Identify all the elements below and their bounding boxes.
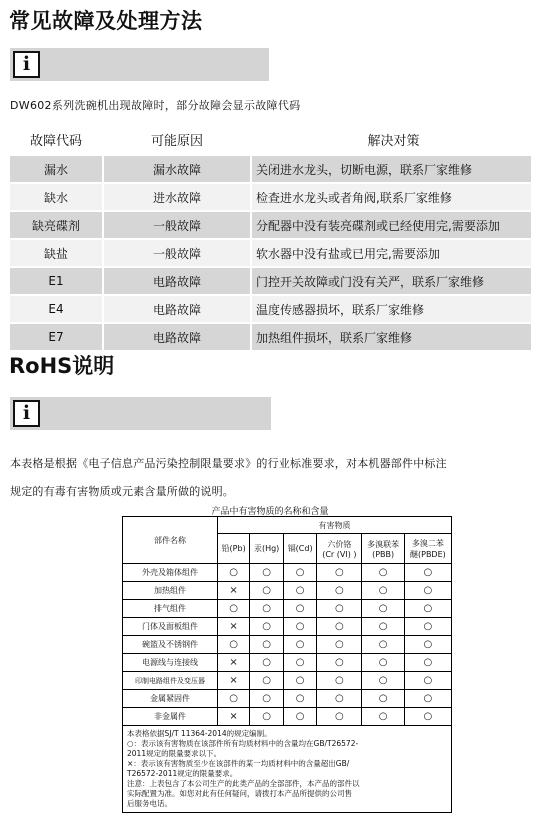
part-name: 金属紧固件	[123, 690, 218, 708]
table-row	[123, 672, 452, 690]
substance-mark: ○	[404, 564, 451, 582]
substance-mark: ○	[250, 582, 284, 600]
note-line: ×：表示该有害物质至少在该部件的某一均质材料中的含量超出GB/	[127, 759, 350, 768]
fault-solution: 加热组件损坏，联系厂家维修	[251, 323, 531, 350]
note-line: 2011规定的限量要求以下。	[127, 749, 222, 758]
fault-code: 缺水	[10, 183, 103, 211]
table-row	[123, 654, 452, 672]
substance-mark: ○	[362, 582, 404, 600]
part-name: 碗篮及不锈钢件	[123, 636, 218, 654]
substance-mark: ○	[317, 636, 362, 654]
substance-mark: ×	[218, 582, 250, 600]
substance-header: 铅(Pb)	[218, 534, 250, 564]
substance-mark: ○	[218, 600, 250, 618]
substance-mark: ○	[284, 672, 317, 690]
table-row	[10, 295, 531, 323]
substance-mark: ○	[404, 654, 451, 672]
fault-table	[10, 124, 531, 350]
header-cause: 可能原因	[103, 124, 251, 155]
table-row	[123, 564, 452, 582]
table-row	[10, 267, 531, 295]
rohs-section-title: RoHS说明	[9, 354, 115, 378]
substance-mark: ○	[250, 654, 284, 672]
substance-mark: ○	[317, 690, 362, 708]
substance-mark: ○	[284, 708, 317, 726]
substance-mark: ○	[284, 654, 317, 672]
table-row	[10, 211, 531, 239]
substance-mark: ○	[250, 564, 284, 582]
substance-mark: ○	[317, 654, 362, 672]
fault-code: E7	[10, 323, 103, 350]
fault-code: E4	[10, 295, 103, 323]
fault-code: 缺盐	[10, 239, 103, 267]
rohs-paragraph-line1: 本表格是根据《电子信息产品污染控制限量要求》的行业标准要求，对本机器部件中标注	[10, 457, 447, 470]
substance-mark: ○	[404, 708, 451, 726]
fault-solution: 关闭进水龙头，切断电源，联系厂家维修	[251, 155, 531, 183]
substance-mark: ×	[218, 672, 250, 690]
fault-cause: 漏水故障	[103, 155, 251, 183]
table-row	[123, 618, 452, 636]
part-name: 电源线与连接线	[123, 654, 218, 672]
fault-solution: 检查进水龙头或者角阀,联系厂家维修	[251, 183, 531, 211]
substance-mark: ○	[250, 672, 284, 690]
table-row	[123, 708, 452, 726]
info-bar	[10, 48, 269, 81]
substance-mark: ○	[362, 654, 404, 672]
info-icon: i	[13, 51, 40, 78]
substance-mark: ○	[404, 582, 451, 600]
table-row	[123, 582, 452, 600]
fault-table-header	[10, 124, 531, 155]
substance-mark: ○	[317, 600, 362, 618]
substance-mark: ○	[250, 618, 284, 636]
table-row	[123, 636, 452, 654]
fault-cause: 一般故障	[103, 239, 251, 267]
rohs-table-caption: 产品中有害物质的名称和含量	[211, 507, 329, 517]
fault-solution: 门控开关故障或门没有关严，联系厂家维修	[251, 267, 531, 295]
substance-mark: ×	[218, 708, 250, 726]
header-hazardous-substances: 有害物质	[218, 517, 452, 534]
info-icon: i	[13, 400, 40, 427]
substance-header: 汞(Hg)	[250, 534, 284, 564]
table-row	[123, 690, 452, 708]
fault-intro-text: DW602系列洗碗机出现故障时，部分故障会显示故障代码	[10, 99, 301, 112]
rohs-notes	[123, 726, 452, 813]
substance-mark: ○	[218, 636, 250, 654]
substance-mark: ○	[250, 636, 284, 654]
part-name: 非金属件	[123, 708, 218, 726]
table-row	[10, 155, 531, 183]
substance-mark: ○	[284, 600, 317, 618]
fault-code: 缺亮碟剂	[10, 211, 103, 239]
header-solution: 解决对策	[251, 124, 531, 155]
substance-mark: ○	[284, 636, 317, 654]
table-row	[123, 600, 452, 618]
substance-mark: ○	[404, 636, 451, 654]
note-line: T26572-2011规定的限量要求。	[127, 769, 238, 778]
substance-mark: ○	[317, 564, 362, 582]
fault-section-title: 常见故障及处理方法	[9, 9, 203, 33]
substance-mark: ○	[404, 618, 451, 636]
fault-code: 漏水	[10, 155, 103, 183]
fault-cause: 一般故障	[103, 211, 251, 239]
substance-mark: ○	[404, 672, 451, 690]
substance-mark: ○	[362, 600, 404, 618]
note-line: 本表格依据SJ/T 11364-2014的规定编制。	[127, 729, 272, 738]
table-row	[10, 183, 531, 211]
rohs-paragraph-line2: 规定的有毒有害物质或元素含量所做的说明。	[10, 485, 234, 498]
fault-solution: 温度传感器损坏，联系厂家维修	[251, 295, 531, 323]
substance-mark: ○	[317, 618, 362, 636]
header-fault-code: 故障代码	[10, 124, 103, 155]
note-line: 实际配置为准。如您对此有任何疑问，请拨打本产品所提供的公司售	[127, 789, 352, 798]
fault-cause: 进水故障	[103, 183, 251, 211]
substance-mark: ○	[362, 708, 404, 726]
table-row	[10, 323, 531, 350]
substance-mark: ○	[362, 672, 404, 690]
note-line: ○：表示该有害物质在该部件所有均质材料中的含量均在GB/T26572-	[127, 739, 359, 748]
substance-mark: ×	[218, 618, 250, 636]
substance-mark: ○	[404, 690, 451, 708]
substance-header: 六价铬 (Cr (VI) )	[317, 534, 362, 564]
substance-mark: ○	[404, 600, 451, 618]
substance-mark: ○	[250, 690, 284, 708]
substance-mark: ○	[362, 564, 404, 582]
substance-mark: ○	[284, 618, 317, 636]
fault-cause: 电路故障	[103, 267, 251, 295]
info-bar	[10, 397, 271, 430]
substance-mark: ○	[218, 690, 250, 708]
substance-mark: ○	[284, 582, 317, 600]
substance-mark: ×	[218, 654, 250, 672]
header-part-name: 部件名称	[123, 517, 218, 564]
table-row	[10, 239, 531, 267]
note-line: 后服务电话。	[127, 799, 172, 808]
substance-mark: ○	[218, 564, 250, 582]
part-name: 加热组件	[123, 582, 218, 600]
fault-solution: 软水器中没有盐或已用完,需要添加	[251, 239, 531, 267]
substance-mark: ○	[362, 690, 404, 708]
fault-solution: 分配器中没有装亮碟剂或已经使用完,需要添加	[251, 211, 531, 239]
part-name: 外壳及箱体组件	[123, 564, 218, 582]
substance-mark: ○	[362, 618, 404, 636]
substance-mark: ○	[317, 708, 362, 726]
substance-mark: ○	[317, 582, 362, 600]
part-name: 排气组件	[123, 600, 218, 618]
substance-mark: ○	[284, 564, 317, 582]
fault-cause: 电路故障	[103, 295, 251, 323]
part-name: 印制电路组件及变压器	[123, 672, 218, 690]
rohs-table	[122, 516, 452, 813]
substance-mark: ○	[250, 708, 284, 726]
substance-header: 镉(Cd)	[284, 534, 317, 564]
substance-header: 多溴联苯 (PBB)	[362, 534, 404, 564]
substance-mark: ○	[250, 600, 284, 618]
substance-mark: ○	[362, 636, 404, 654]
substance-header: 多溴二苯 醚(PBDE)	[404, 534, 451, 564]
part-name: 门体及面板组件	[123, 618, 218, 636]
substance-mark: ○	[284, 690, 317, 708]
substance-mark: ○	[317, 672, 362, 690]
fault-cause: 电路故障	[103, 323, 251, 350]
fault-code: E1	[10, 267, 103, 295]
note-line: 注意：上表包含了本公司生产的此类产品的全部部件，本产品的部件以	[127, 779, 360, 788]
